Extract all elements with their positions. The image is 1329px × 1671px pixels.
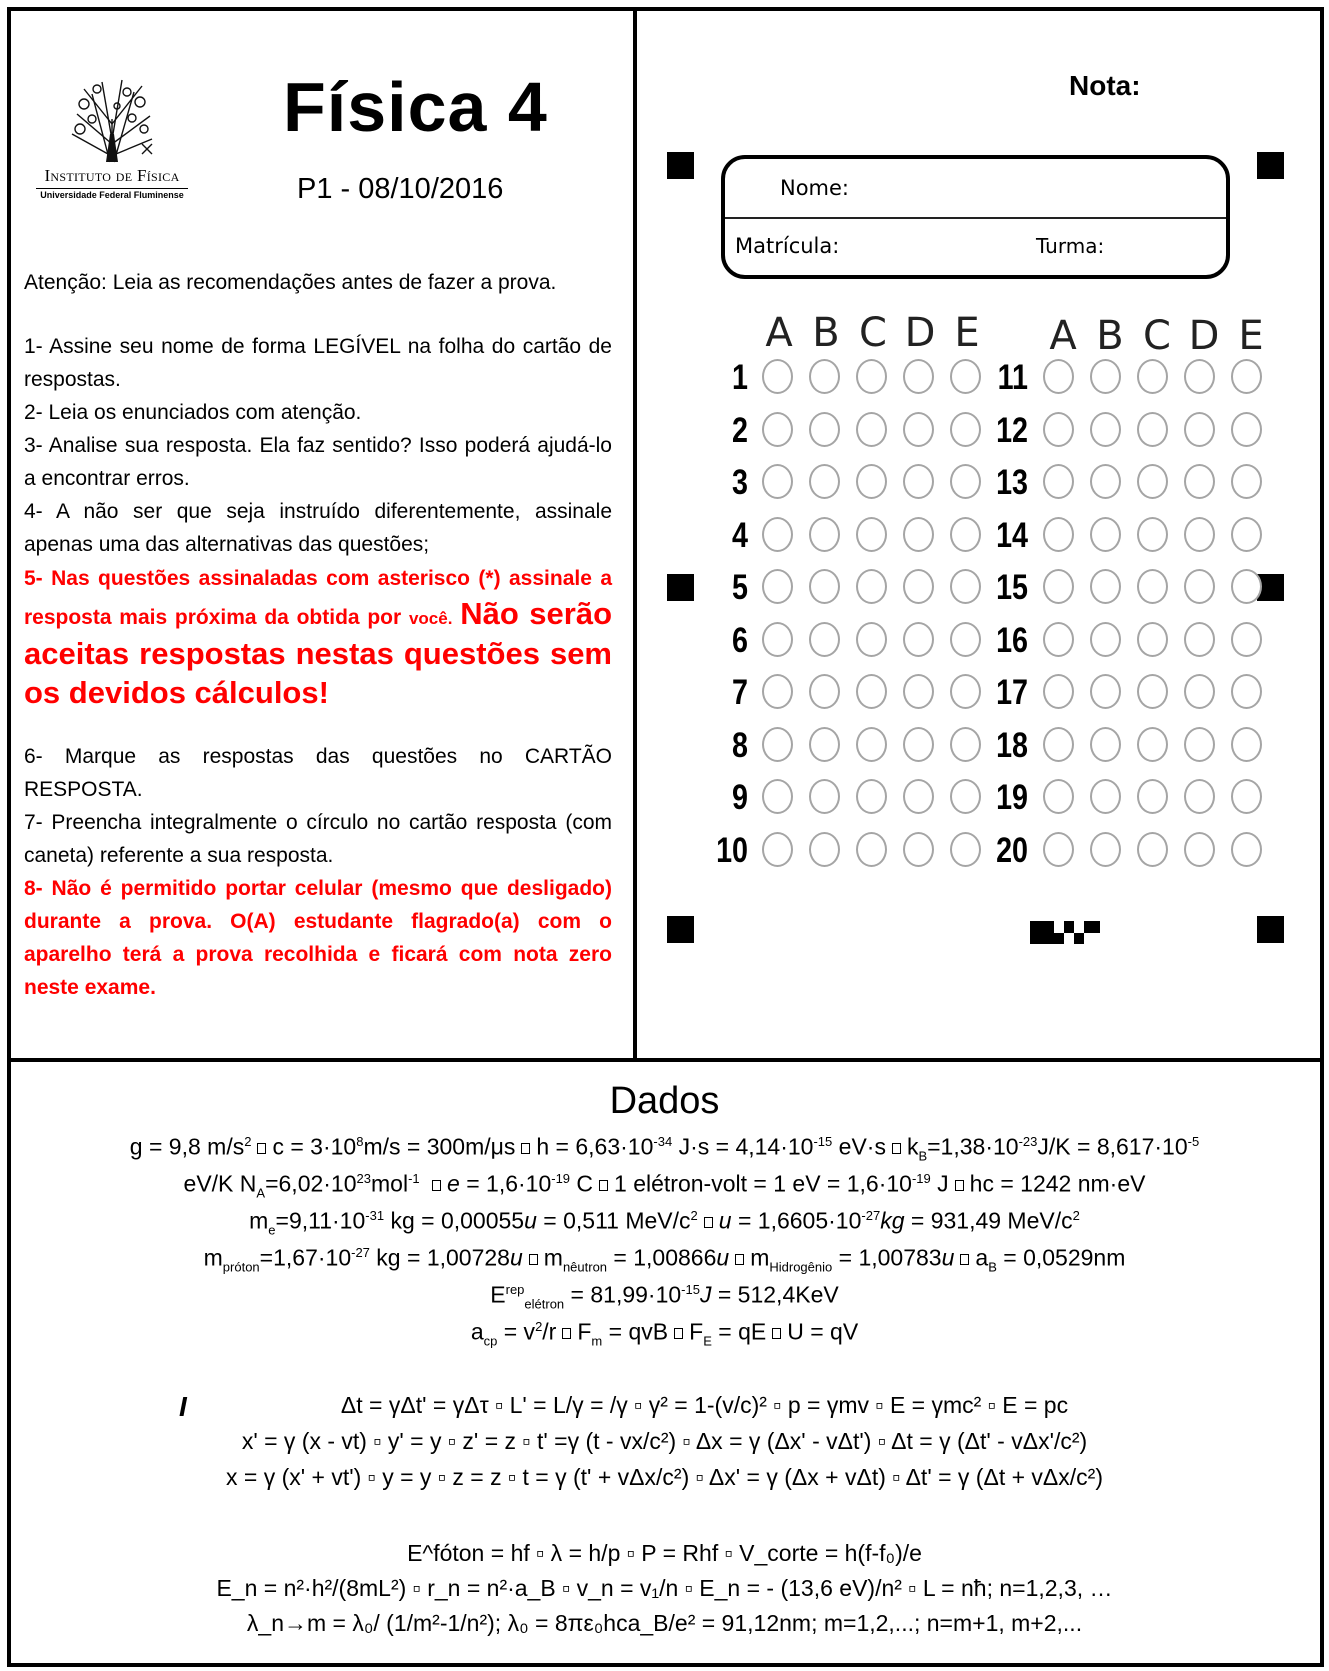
question-number: 20 [996,830,1028,870]
answer-bubble-3-c[interactable] [856,464,887,499]
question-number: 10 [716,830,748,870]
answer-bubble-20-b[interactable] [1090,832,1121,867]
answer-bubble-2-b[interactable] [809,412,840,447]
student-info-box [721,155,1230,279]
answer-bubble-11-a[interactable] [1043,359,1074,394]
answer-bubble-18-a[interactable] [1043,727,1074,762]
answer-bubble-9-a[interactable] [762,779,793,814]
answer-bubble-12-a[interactable] [1043,412,1074,447]
answer-bubble-4-e[interactable] [950,517,981,552]
instruction-8: 8- Não é permitido portar celular (mesmo que desligado) durante a prova. O(A) estudante flagrado(a) com o aparelho terá a prova recolhida e ficará com nota zero neste exame. [24,877,612,999]
answer-bubble-13-c[interactable] [1137,464,1168,499]
dados-line-10: E^fóton = hf ▫ λ = h/p ▫ P = Rhf ▫ V_corte = h(f-f₀)/e [407,1540,922,1566]
answer-bubble-2-a[interactable] [762,412,793,447]
answer-bubble-18-d[interactable] [1184,727,1215,762]
answer-bubble-13-b[interactable] [1090,464,1121,499]
answer-bubble-19-b[interactable] [1090,779,1121,814]
question-number: 13 [996,463,1028,502]
question-number: 14 [996,515,1028,555]
answer-bubble-13-d[interactable] [1184,464,1215,499]
answer-bubble-9-c[interactable] [856,779,887,814]
answer-bubble-10-c[interactable] [856,832,887,867]
answer-bubble-10-e[interactable] [950,832,981,867]
instruction-5 [24,562,612,713]
dados-line-7: Δt = γΔt' = γΔτ ▫ L' = L/γ = /γ ▫ γ² = 1-(v/c)² ▫ p = γmv ▫ E = γmc² ▫ E = pc [340,1392,1069,1418]
answer-bubble-9-b[interactable] [809,779,840,814]
dados-line-5: $E^{rep}_{elétron} = 81,99\cdot 10^{-15}J = 512,4KeV$ [490,1281,839,1312]
tree-logo-icon [62,74,162,164]
answer-bubble-3-d[interactable] [903,464,934,499]
answer-bubble-11-d[interactable] [1184,359,1215,394]
instruction-6: 6- Marque as respostas das questões no CARTÃO RESPOSTA. [24,745,612,801]
answer-bubble-13-a[interactable] [1043,464,1074,499]
answer-bubble-18-b[interactable] [1090,727,1121,762]
instruction-5-text: 5- Nas questões assinaladas com asterisco (*) assinale a resposta mais próxima da obtida por [24,567,612,629]
answer-bubble-12-d[interactable] [1184,412,1215,447]
answer-bubble-20-d[interactable] [1184,832,1215,867]
vertical-divider [633,7,637,1061]
answer-bubble-20-c[interactable] [1137,832,1168,867]
answer-bubble-5-a[interactable] [762,569,793,604]
answer-bubble-16-c[interactable] [1137,622,1168,657]
answer-bubble-7-a[interactable] [762,674,793,709]
horizontal-divider [7,1058,1324,1062]
answer-bubble-1-b[interactable] [809,359,840,394]
answer-bubble-19-e[interactable] [1231,779,1262,814]
answer-bubble-8-e[interactable] [950,727,981,762]
answer-bubble-2-d[interactable] [903,412,934,447]
instruction-3: 3- Analise sua resposta. Ela faz sentido? Isso poderá ajudá-lo a encontrar erros. [24,434,612,490]
question-number: 6 [732,620,748,660]
answer-bubble-19-c[interactable] [1137,779,1168,814]
question-number: 18 [996,725,1028,765]
instruction-4: 4- A não ser que seja instruído diferentemente, assinale apenas uma das alternativas das questões; [24,500,612,556]
answer-bubble-8-d[interactable] [903,727,934,762]
answer-bubble-20-e[interactable] [1231,832,1262,867]
answer-bubble-11-b[interactable] [1090,359,1121,394]
answer-bubble-4-b[interactable] [809,517,840,552]
answer-bubble-7-c[interactable] [856,674,887,709]
answer-bubble-3-b[interactable] [809,464,840,499]
dados-line-12: λ_n→m = λ₀/ (1/m²-1/n²); λ₀ = 8πε₀hca_B/e² = 91,12nm; m=1,2,...; n=m+1, m+2,... [246,1610,1083,1636]
class-field[interactable]: Turma: [1036,234,1105,258]
instruction-5-warning: Não serão aceitas respostas nestas questões sem os devidos cálculos! [24,596,613,710]
answer-bubble-15-c[interactable] [1137,569,1168,604]
answer-bubble-10-d[interactable] [903,832,934,867]
answer-bubble-14-e[interactable] [1231,517,1262,552]
answer-bubble-17-e[interactable] [1231,674,1262,709]
answer-bubble-9-e[interactable] [950,779,981,814]
info-divider [725,217,1226,219]
options-header-left: A B C D E [765,310,981,356]
question-number: 5 [732,568,748,607]
page-title: Física 4 [283,68,548,146]
dados-line-4: $m_{próton}=1,67\cdot 10^{-27}$ kg = 1,00728u $m_{nêutron} = 1,00866u$ $m_{Hidrogênio} = 1,00783u$ $a_B = 0,0529nm$ [203,1244,1126,1275]
question-number: 11 [997,358,1028,397]
question-number: 1 [732,358,748,397]
answer-bubble-4-d[interactable] [903,517,934,552]
sheet-code-icon [1030,921,1100,944]
answer-bubble-14-c[interactable] [1137,517,1168,552]
answer-bubble-19-d[interactable] [1184,779,1215,814]
answer-bubble-16-e[interactable] [1231,622,1262,657]
answer-bubble-17-d[interactable] [1184,674,1215,709]
dados-line-9: x = γ (x' + vt') ▫ y = y ▫ z = z ▫ t = γ (t' + vΔx/c²) ▫ Δx' = γ (Δx + vΔt) ▫ Δt' = γ (Δt + vΔx/c²) [225,1464,1104,1490]
question-number: 4 [732,515,748,555]
answer-bubble-4-a[interactable] [762,517,793,552]
answer-bubble-1-a[interactable] [762,359,793,394]
alignment-mark [667,574,694,601]
answer-bubble-9-d[interactable] [903,779,934,814]
answer-bubble-12-b[interactable] [1090,412,1121,447]
university-name: Universidade Federal Fluminense [40,190,184,200]
dados-line-2: eV/K $N_A=6,02\cdot 10^{23}mol^{-1}$ $e = 1,6\cdot 10^{-19}$ C 1 elétron-volt = 1 eV = $1,6\cdot 10^{-19}$ J hc = 1242 nm·eV [183,1170,1146,1201]
answer-bubble-5-b[interactable] [809,569,840,604]
relativity-marker-icon: I [179,1391,187,1422]
alignment-mark [1257,916,1284,943]
answer-bubble-10-b[interactable] [809,832,840,867]
answer-bubble-17-b[interactable] [1090,674,1121,709]
answer-bubble-1-d[interactable] [903,359,934,394]
answer-bubble-2-c[interactable] [856,412,887,447]
answer-bubble-6-a[interactable] [762,622,793,657]
question-number: 19 [996,778,1028,817]
question-number: 8 [732,725,748,765]
answer-bubble-3-e[interactable] [950,464,981,499]
answer-bubble-13-e[interactable] [1231,464,1262,499]
answer-bubble-8-c[interactable] [856,727,887,762]
dados-line-8: x' = γ (x - vt) ▫ y' = y ▫ z' = z ▫ t' =γ (t - vx/c²) ▫ Δx = γ (Δx' - vΔt') ▫ Δt = γ (Δt' - vΔx'/c²) [241,1428,1088,1454]
answer-bubble-16-b[interactable] [1090,622,1121,657]
alignment-mark [667,152,694,179]
answer-bubble-15-b[interactable] [1090,569,1121,604]
answer-bubble-19-a[interactable] [1043,779,1074,814]
answer-bubble-12-c[interactable] [1137,412,1168,447]
answer-bubble-6-d[interactable] [903,622,934,657]
instructions-intro: Atenção: Leia as recomendações antes de fazer a prova. [24,271,557,294]
answer-bubble-14-b[interactable] [1090,517,1121,552]
grade-label: Nota: [1069,70,1141,101]
institute-name: Instituto de Física [36,166,188,189]
registration-field[interactable]: Matrícula: [735,234,840,258]
answer-bubble-1-c[interactable] [856,359,887,394]
question-number: 7 [732,673,748,712]
answer-bubble-12-e[interactable] [1231,412,1262,447]
dados-line-3: $m_e=9,11\cdot 10^{-31}$ kg = 0,00055u = 0,511 MeV/$c^2$ $u = 1,6605\cdot 10^{-27}kg = 931,49$ MeV/$c^2$ [249,1207,1080,1238]
answer-bubble-11-c[interactable] [1137,359,1168,394]
answer-bubble-5-c[interactable] [856,569,887,604]
question-number: 16 [996,620,1028,660]
instruction-1: 1- Assine seu nome de forma LEGÍVEL na folha do cartão de respostas. [24,335,612,391]
name-field[interactable]: Nome: [780,176,850,200]
answer-bubble-5-e[interactable] [950,569,981,604]
answer-bubble-8-a[interactable] [762,727,793,762]
dados-line-6: $a_{cp} = v^2/r$ $F_m$ = qvB $F_E$ = qE U = qV [470,1318,859,1349]
answer-bubble-7-b[interactable] [809,674,840,709]
answer-bubble-16-a[interactable] [1043,622,1074,657]
instruction-5-small: você. [408,609,453,628]
answer-bubble-18-c[interactable] [1137,727,1168,762]
dados-line-11: E_n = n²·h²/(8mL²) ▫ r_n = n²·a_B ▫ v_n = v₁/n ▫ E_n = - (13,6 eV)/n² ▫ L = nħ; n=1,2,3, … [216,1575,1113,1601]
question-number: 2 [732,410,748,450]
answer-bubble-8-b[interactable] [809,727,840,762]
instruction-2: 2- Leia os enunciados com atenção. [24,401,362,424]
answer-bubble-15-e[interactable] [1231,569,1262,604]
answer-bubble-14-a[interactable] [1043,517,1074,552]
instruction-7: 7- Preencha integralmente o círculo no cartão resposta (com caneta) referente a sua resposta. [24,811,612,867]
question-number: 12 [996,410,1028,450]
answer-bubble-1-e[interactable] [950,359,981,394]
alignment-mark [1257,152,1284,179]
answer-bubble-4-c[interactable] [856,517,887,552]
answer-bubble-6-e[interactable] [950,622,981,657]
dados-title: Dados [609,1080,720,1122]
answer-bubble-6-b[interactable] [809,622,840,657]
answer-bubble-20-a[interactable] [1043,832,1074,867]
answer-bubble-17-c[interactable] [1137,674,1168,709]
answer-bubble-2-e[interactable] [950,412,981,447]
answer-bubble-18-e[interactable] [1231,727,1262,762]
dados-line-1: g = 9,8 $m/s^2$ $c = 3\cdot 10^8m/s = 300m/\mu s$ $h = 6,63\cdot 10^{-34}$ $J\cdot s = 4,14\cdot 10^{-15}$ eV·s $k_B=1,38\cdot 10^{-23}J/K = 8,617\cdot 10^{-5}$ [129,1133,1200,1164]
question-number: 9 [732,778,748,817]
answer-bubble-10-a[interactable] [762,832,793,867]
answer-bubble-11-e[interactable] [1231,359,1262,394]
answer-bubble-3-a[interactable] [762,464,793,499]
answer-bubble-15-d[interactable] [1184,569,1215,604]
answer-bubble-7-e[interactable] [950,674,981,709]
institute-logo [36,74,196,209]
alignment-mark [667,916,694,943]
answer-bubble-7-d[interactable] [903,674,934,709]
answer-bubble-16-d[interactable] [1184,622,1215,657]
answer-bubble-14-d[interactable] [1184,517,1215,552]
options-header-right: A B C D E [1049,313,1265,359]
question-number: 17 [996,673,1028,712]
answer-bubble-5-d[interactable] [903,569,934,604]
answer-bubble-15-a[interactable] [1043,569,1074,604]
answer-bubble-17-a[interactable] [1043,674,1074,709]
question-number: 15 [996,568,1028,607]
exam-date: P1 - 08/10/2016 [297,173,504,205]
answer-bubble-6-c[interactable] [856,622,887,657]
question-number: 3 [732,463,748,502]
